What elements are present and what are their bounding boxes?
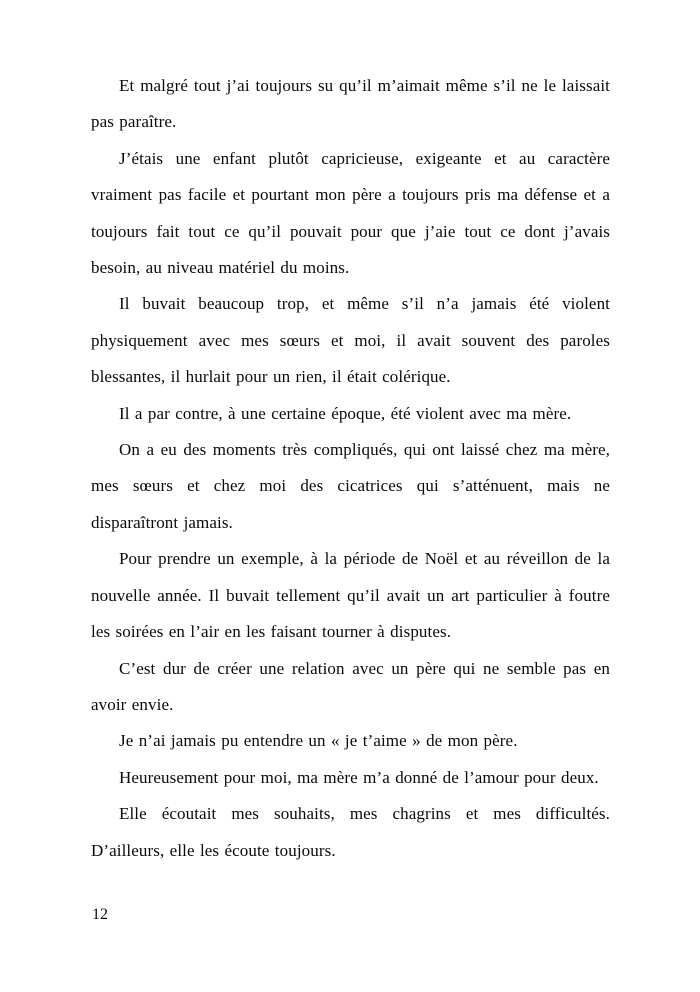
paragraph: Heureusement pour moi, ma mère m’a donné de l’amour pour deux.: [119, 767, 599, 787]
paragraph: On a eu des moments très compliqués, qui ont laissé chez ma mère, mes sœurs et chez moi des cicatrices qui s’atténuent, mais ne disparaîtront jamais.: [91, 440, 610, 532]
paragraph: Pour prendre un exemple, à la période de Noël et au réveillon de la nouvelle année. Il buvait tellement qu’il avait un art particulier à foutre les soirées en l’air en les faisant tourner à disputes.: [91, 549, 610, 642]
paragraph: Il a par contre, à une certaine époque, été violent avec ma mère.: [119, 403, 572, 423]
book-page-body: [91, 68, 610, 869]
paragraph: Je n’ai jamais pu entendre un « je t’aime » de mon père.: [119, 731, 518, 751]
paragraph: J’étais une enfant plutôt capricieuse, exigeante et au caractère vraiment pas facile et pourtant mon père a toujours pris ma défense et a toujours fait tout ce qu’il pouvait pour que j’aie tout ce dont j’avais besoin, au niveau matériel du moins.: [91, 148, 610, 278]
paragraph: Et malgré tout j’ai toujours su qu’il m’aimait même s’il ne le laissait pas paraître.: [91, 76, 610, 132]
paragraph: Il buvait beaucoup trop, et même s’il n’a jamais été violent physiquement avec mes sœurs et moi, il avait souvent des paroles blessantes, il hurlait pour un rien, il était colérique.: [91, 294, 610, 387]
paragraph: Elle écoutait mes souhaits, mes chagrins et mes difficultés. D’ailleurs, elle les écoute toujours.: [91, 804, 610, 860]
page-number: 12: [92, 906, 108, 923]
paragraph: C’est dur de créer une relation avec un père qui ne semble pas en avoir envie.: [91, 658, 610, 714]
